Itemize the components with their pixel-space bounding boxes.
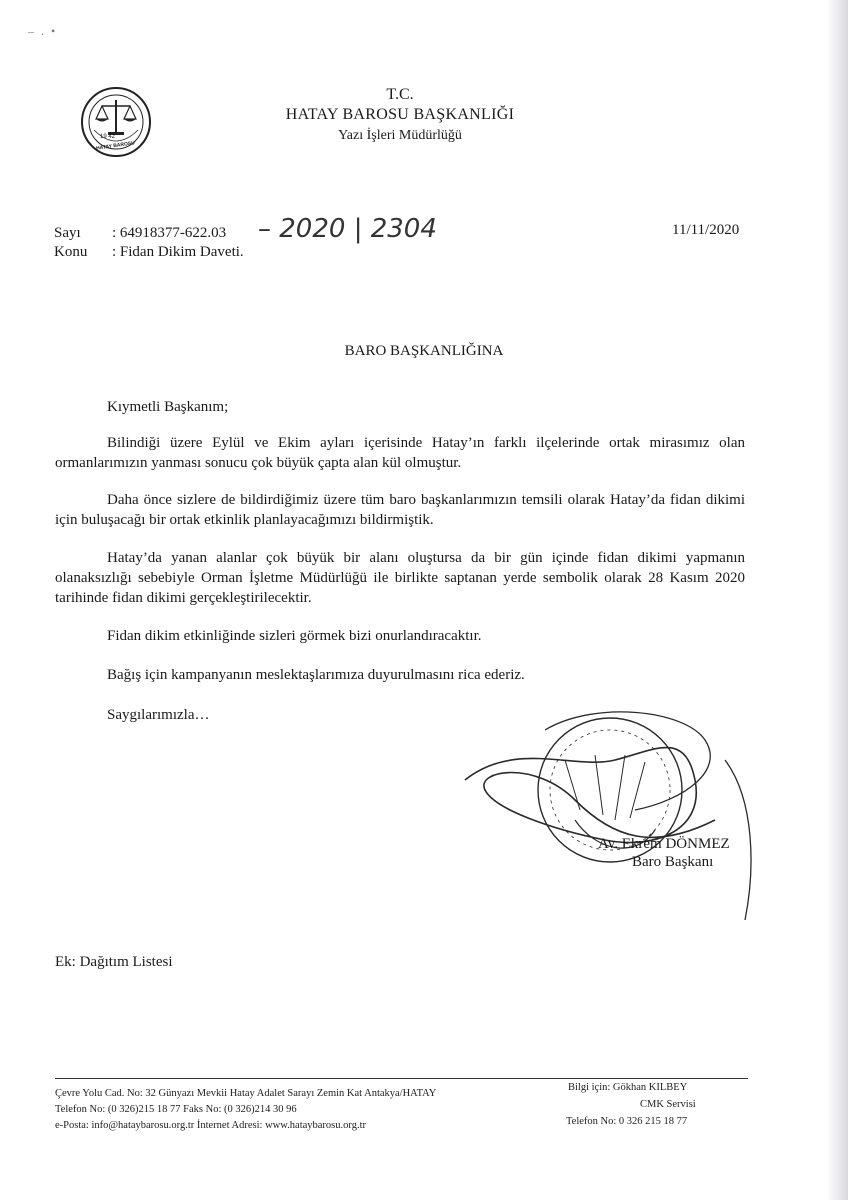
footer-info-department: CMK Servisi: [640, 1099, 696, 1110]
sayi-label: Sayı: [54, 225, 81, 241]
footer-info-phone: Telefon No: 0 326 215 18 77: [566, 1116, 688, 1127]
seal-year: 19 42: [100, 134, 116, 140]
signer-name: Av. Ekrem DÖNMEZ: [598, 836, 730, 852]
paragraph-1: [55, 433, 745, 473]
footer-address: Çevre Yolu Cad. No: 32 Günyazı Mevkii Hatay Adalet Sarayı Zemin Kat Antakya/HATAY: [55, 1088, 437, 1099]
paragraph-3-text: Hatay’da yanan alanlar çok büyük bir alanı oluştursa da bir gün içinde fidan dikimi yapmanın olanaksızlığı sebebiyle Orman İşletme Müdürlüğü ile birlikte saptanan yerde sembolik olarak 28 Kasım 2020 tarihinde fidan dikimi gerçekleştirilecektir.: [55, 550, 745, 606]
footer-info-contact: Bilgi için: Gökhan KILBEY: [568, 1082, 688, 1093]
closing: Saygılarımızla…: [107, 707, 210, 723]
paragraph-3: [55, 548, 745, 608]
seal-text: HATAY BAROSU: [95, 140, 136, 152]
footer-phone-fax: Telefon No: (0 326)215 18 77 Faks No: (0 326)214 30 96: [55, 1104, 297, 1115]
header-department: Yazı İşleri Müdürlüğü: [338, 128, 462, 143]
paragraph-2-text: Daha önce sizlere de bildirdiğimiz üzere tüm baro başkanlarımızın temsili olarak Hatay’da fidan dikimi için buluşacağı bir ortak etkinlik planlayacağımızı bildirmiştik.: [55, 492, 745, 528]
scan-corner-mark: – . •: [28, 24, 58, 38]
konu-label: Konu: [54, 244, 88, 260]
header-organization: HATAY BAROSU BAŞKANLIĞI: [285, 106, 515, 123]
handwritten-number-text: – 2020 | 2304: [258, 214, 437, 244]
paragraph-5: Bağış için kampanyanın meslektaşlarımıza duyurulmasını rica ederiz.: [107, 667, 525, 683]
sayi-value: : 64918377-622.03: [112, 225, 227, 241]
paragraph-2: [55, 490, 745, 530]
paragraph-4: Fidan dikim etkinliğinde sizleri görmek bizi onurlandıracaktır.: [107, 628, 482, 644]
footer-email-web: e-Posta: info@hataybarosu.org.tr İnternet Adresi: www.hataybarosu.org.tr: [55, 1120, 366, 1131]
handwritten-number: [258, 207, 468, 251]
signer-title: Baro Başkanı: [632, 854, 714, 870]
signature-stamp-icon: [455, 700, 785, 940]
addressee: BARO BAŞKANLIĞINA: [344, 343, 504, 359]
salutation: Kıymetli Başkanım;: [107, 399, 229, 415]
paragraph-1-text: Bilindiği üzere Eylül ve Ekim ayları içerisinde Hatay’ın farklı ilçelerinde ortak mirasımız olan ormanlarımızın yanması sonucu çok büyük çapta alan kül olmuştur.: [55, 435, 745, 471]
footer-divider: [55, 1078, 748, 1079]
header-tc: T.C.: [386, 86, 414, 103]
document-date: 11/11/2020: [672, 222, 740, 238]
konu-value: : Fidan Dikim Daveti.: [112, 244, 244, 260]
scan-edge-shadow: [826, 0, 848, 1200]
enclosure: Ek: Dağıtım Listesi: [55, 954, 173, 970]
